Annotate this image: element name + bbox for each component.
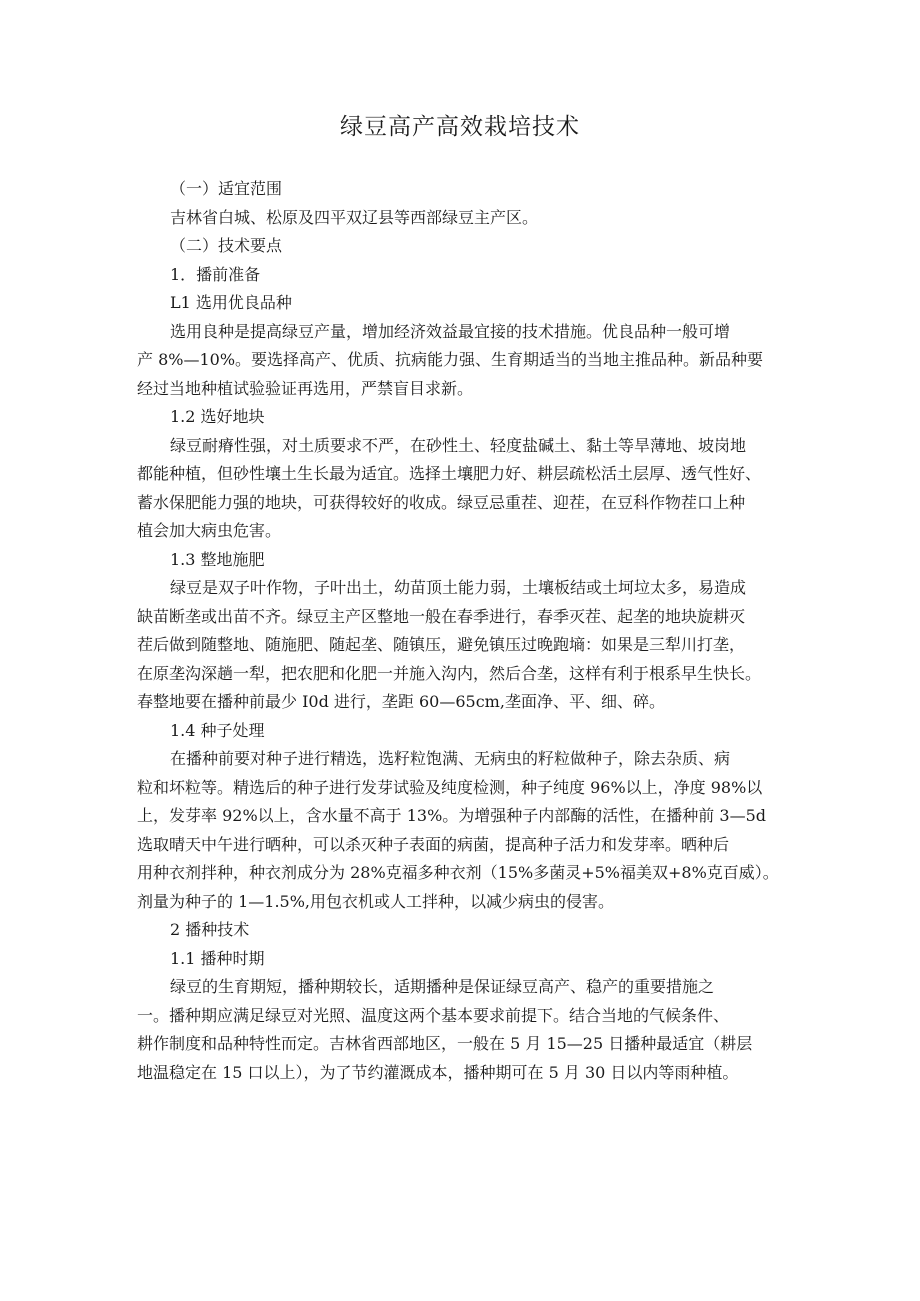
text-line: 1.3 整地施肥 — [170, 549, 265, 569]
text-line: 绿豆的生育期短，播种期较长，适期播种是保证绿豆高产、稳产的重要措施之 — [170, 977, 715, 996]
text-line: （一）适宜范围 — [170, 179, 283, 198]
text-line: 上，发芽率 92%以上，含水量不高于 13%。为增强种子内部酶的活性，在播种前 3—5d — [137, 806, 766, 825]
text-line: 绿豆耐瘠性强，对土质要求不严，在砂性土、轻度盐碱土、黏土等旱薄地、坡岗地 — [170, 435, 747, 455]
text-line: 在播种前要对种子进行精选，选籽粒饱满、无病虫的籽粒做种子，除去杂质、病 — [170, 749, 731, 768]
text-line: （二）技术要点 — [170, 236, 283, 255]
text-line: 剂量为种子的 1—1.5%,用包衣机或人工拌种，以减少病虫的侵害。 — [137, 891, 615, 911]
text-line: L1 选用优良品种 — [170, 293, 292, 312]
text-line: 缺苗断垄或出苗不齐。绿豆主产区整地一般在春季进行，春季灭茬、起垄的地块旋耕灭 — [137, 606, 746, 626]
document-body — [137, 175, 797, 1087]
document-title: 绿豆高产高效栽培技术 — [340, 114, 580, 140]
text-line: 用种衣剂拌种，种衣剂成分为 28%克福多种衣剂（15%多菌灵+5%福美双+8%克百威）。 — [137, 863, 779, 882]
text-line: 2 播种技术 — [170, 920, 250, 939]
text-line: 绿豆是双子叶作物，子叶出土，幼苗顶土能力弱，土壤板结或土坷垃太多，易造成 — [170, 578, 747, 597]
text-line: 经过当地种植试验验证再选用，严禁盲目求新。 — [137, 378, 474, 398]
text-line: 都能种植，但砂性壤土生长最为适宜。选择土壤肥力好、耕层疏松活土层厚、透气性好、 — [137, 464, 762, 483]
text-line: 蓄水保肥能力强的地块，可获得较好的收成。绿豆忌重茬、迎茬，在豆科作物茬口上种 — [137, 492, 746, 512]
text-line: 一。播种期应满足绿豆对光照、温度这两个基本要求前提下。结合当地的气候条件、 — [137, 1005, 730, 1025]
text-line: 产 8%—10%。要选择高产、优质、抗病能力强、生育期适当的当地主推品种。新品种要 — [137, 350, 764, 369]
text-line: 1.2 选好地块 — [170, 407, 265, 426]
text-line: 选用良种是提高绿豆产量，增加经济效益最宜接的技术措施。优良品种一般可增 — [170, 321, 731, 341]
text-line: 在原垄沟深趟一犁，把农肥和化肥一并施入沟内，然后合垄，这样有利于根系早生快长。 — [137, 663, 762, 683]
text-line: 粒和坏粒等。精选后的种子进行发芽试验及纯度检测，种子纯度 96%以上，净度 98%以 — [137, 777, 763, 797]
text-line: 1.1 播种时期 — [170, 948, 265, 968]
text-line: 选取晴天中午进行晒种，可以杀灭种子表面的病菌，提高种子活力和发芽率。晒种后 — [137, 834, 730, 854]
text-line: 地温稳定在 15 口以上），为了节约灌溉成本，播种期可在 5 月 30 日以内等雨种植。 — [137, 1062, 739, 1082]
text-line: 耕作制度和品种特性而定。吉林省西部地区，一般在 5 月 15—25 日播种最适宜（耕层 — [137, 1034, 753, 1053]
text-line: 1．播前准备 — [170, 264, 261, 284]
text-line: 茬后做到随整地、随施肥、随起垄、随镇压，避免镇压过晚跑墒：如果是三犁川打垄， — [137, 635, 746, 654]
text-line: 1.4 种子处理 — [170, 720, 265, 740]
text-line: 吉林省白城、松原及四平双辽县等西部绿豆主产区。 — [170, 207, 539, 227]
text-line: 春整地要在播种前最少 I0d 进行，垄距 60—65cm,垄面净、平、细、碎。 — [137, 692, 665, 711]
text-line: 植会加大病虫危害。 — [137, 521, 282, 540]
